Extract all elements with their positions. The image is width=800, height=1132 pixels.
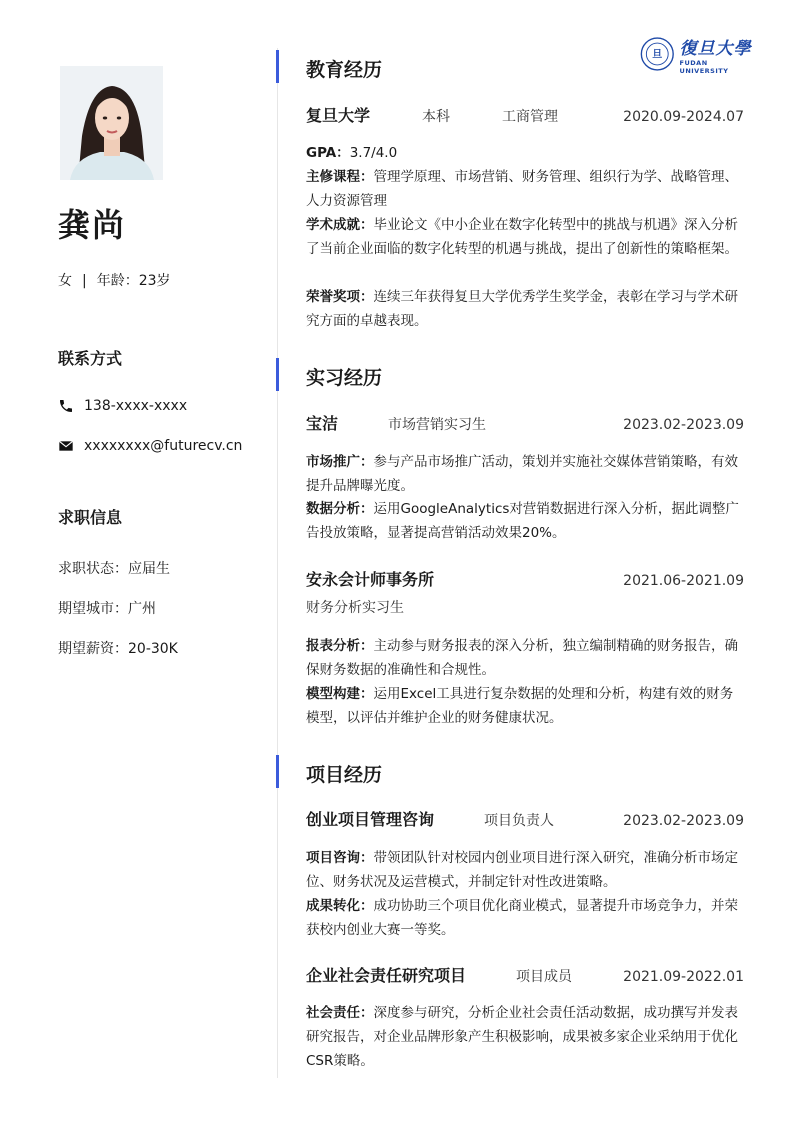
job-role: 市场营销实习生 [388, 417, 487, 433]
proj1-p2-label: 成果转化： [306, 898, 374, 914]
proj1-p1-label: 项目咨询： [306, 850, 374, 866]
job-role: 财务分析实习生 [306, 600, 404, 616]
email-icon [58, 438, 74, 454]
profile-photo [60, 66, 163, 180]
gpa-label: GPA： [306, 145, 350, 161]
separator: | [82, 273, 87, 289]
company-name: 安永会计师事务所 [306, 570, 435, 589]
email-row [58, 438, 242, 454]
project-name: 企业社会责任研究项目 [306, 966, 467, 985]
proj2-p1-label: 社会责任： [306, 1005, 374, 1021]
honor-line [306, 285, 746, 333]
gender: 女 [58, 273, 72, 289]
logo-english: FUDAN UNIVERSITY [679, 58, 729, 75]
courses-line [306, 165, 746, 213]
candidate-name: 龚尚 [58, 206, 127, 244]
achievement-label: 学术成就： [306, 217, 374, 233]
job-status: 求职状态：应届生 [58, 561, 170, 577]
email-address: xxxxxxxx@futurecv.cn [84, 438, 243, 454]
courses-label: 主修课程： [306, 169, 374, 185]
job1-p2-value: 运用GoogleAnalytics对营销数据进行深入分析，据此调整广告投放策略，显著提高营销活动效果20%。 [306, 501, 739, 541]
project-date: 2021.09-2022.01 [623, 969, 744, 985]
job2-report-line [306, 634, 746, 682]
job1-p1-label: 市场推广： [306, 454, 374, 470]
section-accent-bar [276, 50, 279, 83]
achievement-value: 毕业论文《中小企业在数字化转型中的挑战与机遇》深入分析了当前企业面临的数字化转型的机遇与挑战，提出了创新性的策略框架。 [306, 217, 738, 257]
job2-model-line [306, 682, 746, 730]
logo-chinese: 復旦大學 [679, 38, 752, 59]
job2-p2-label: 模型构建： [306, 686, 374, 702]
job-date: 2021.06-2021.09 [623, 573, 744, 589]
courses-value: 管理学原理、市场营销、财务管理、组织行为学、战略管理、人力资源管理 [306, 169, 738, 209]
internship-entry-2-role [306, 597, 744, 617]
age: 年龄：23岁 [96, 273, 171, 289]
school-name: 复旦大学 [306, 106, 371, 125]
proj1-p2-value: 成功协助三个项目优化商业模式，显著提升市场竞争力，并荣获校内创业大赛一等奖。 [306, 898, 738, 938]
honor-value: 连续三年获得复旦大学优秀学生奖学金，表彰在学习与学术研究方面的卓越表现。 [306, 289, 738, 329]
project-role: 项目成员 [516, 969, 573, 985]
gender-age-line [58, 270, 171, 290]
proj1-p1-value: 带领团队针对校园内创业项目进行深入研究，准确分析市场定位、财务状况及运营模式，并制定针对性改进策略。 [306, 850, 738, 890]
phone-number: 138-xxxx-xxxx [84, 398, 188, 414]
proj2-csr-line [306, 1001, 746, 1073]
education-title: 教育经历 [306, 59, 383, 81]
university-seal-icon [640, 35, 675, 73]
gpa-line [306, 141, 746, 165]
job2-p1-label: 报表分析： [306, 638, 374, 654]
university-logo [640, 34, 752, 74]
phone-icon [58, 398, 74, 414]
education-entry [306, 103, 744, 126]
project-entry-2 [306, 963, 744, 986]
internship-title: 实习经历 [306, 367, 383, 389]
achievement-line [306, 213, 746, 261]
job2-p1-value: 主动参与财务报表的深入分析，独立编制精确的财务报告，确保财务数据的准确性和合规性。 [306, 638, 738, 678]
project-date: 2023.02-2023.09 [623, 813, 744, 829]
proj1-result-line [306, 894, 746, 942]
job1-p2-label: 数据分析： [306, 501, 374, 517]
project-entry-1 [306, 807, 744, 830]
proj2-p1-value: 深度参与研究，分析企业社会责任活动数据，成功撰写并发表研究报告，对企业品牌形象产生积极影响，成果被多家企业采纳用于优化CSR策略。 [306, 1005, 738, 1069]
expected-salary: 期望薪资：20-30K [58, 641, 178, 657]
portrait-image [60, 66, 163, 180]
job2-p2-value: 运用Excel工具进行复杂数据的处理和分析，构建有效的财务模型，以评估并维护企业的财务健康状况。 [306, 686, 734, 726]
expected-city: 期望城市：广州 [58, 601, 156, 617]
section-accent-bar [276, 358, 279, 391]
phone-row [58, 398, 187, 414]
svg-text:旦: 旦 [652, 49, 663, 61]
major: 工商管理 [502, 109, 559, 125]
education-date: 2020.09-2024.07 [623, 109, 744, 125]
degree: 本科 [422, 109, 451, 125]
section-accent-bar [276, 755, 279, 788]
project-name: 创业项目管理咨询 [306, 810, 435, 829]
project-role: 项目负责人 [484, 813, 555, 829]
company-name: 宝洁 [306, 414, 339, 433]
job1-marketing-line [306, 450, 746, 498]
job-date: 2023.02-2023.09 [623, 417, 744, 433]
job1-analysis-line [306, 497, 746, 545]
job1-p1-value: 参与产品市场推广活动，策划并实施社交媒体营销策略，有效提升品牌曝光度。 [306, 454, 738, 494]
gpa-value: 3.7/4.0 [349, 145, 398, 161]
contact-title: 联系方式 [58, 349, 123, 368]
projects-title: 项目经历 [306, 764, 383, 786]
column-divider [277, 48, 278, 1078]
job-info-title: 求职信息 [58, 508, 123, 527]
honor-label: 荣誉奖项： [306, 289, 374, 305]
internship-entry-2 [306, 567, 744, 590]
proj1-consult-line [306, 846, 746, 894]
internship-entry-1 [306, 411, 744, 434]
